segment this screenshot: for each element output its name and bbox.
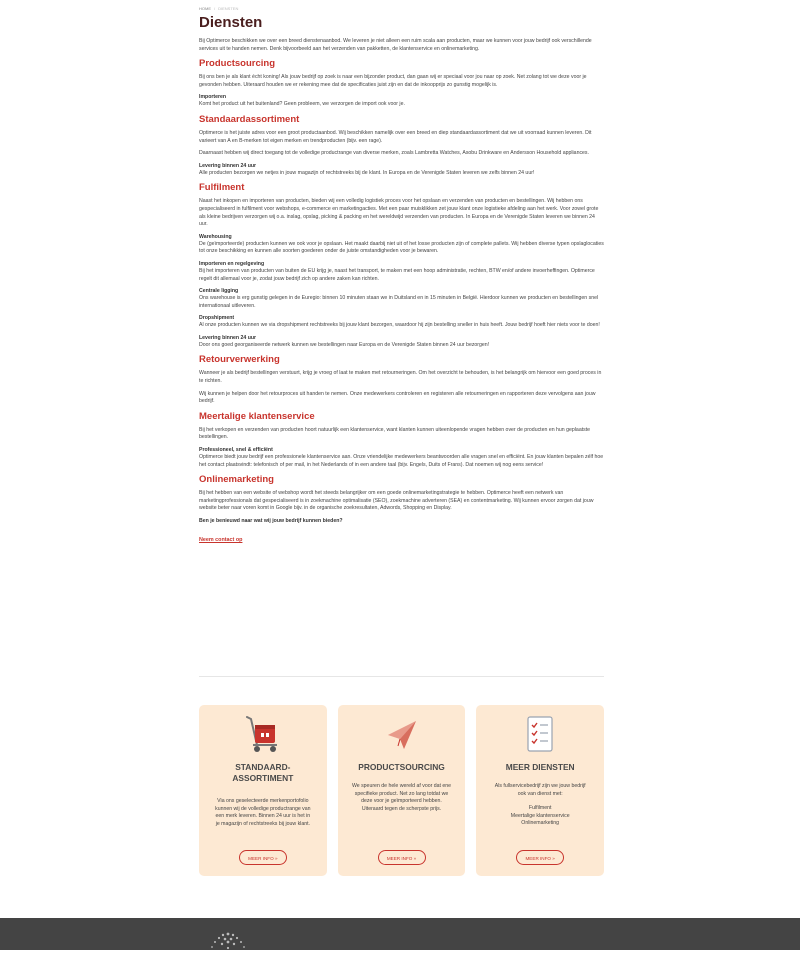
meer-info-button[interactable]: MEER INFO » xyxy=(378,850,426,865)
paragraph: De (geïmporteerde) producten kunnen we ook voor je opslaan. Het maakt daarbij niet uit of het losse producten zijn of complete pallets. Wij hebben diverse typen opslaglocaties tot onze beschikking en kunnen alle soorten goederen onder de juiste omstandigheden voor je bewaren. xyxy=(199,240,604,255)
section-title-fulfilment: Fulfilment xyxy=(199,182,245,194)
paragraph: Bij ons ben je als klant écht koning! Als jouw bedrijf op zoek is naar een bijzonder product, dan gaan wij er speciaal voor jou naar op zoek. Net zolang tot we deze voor je gevonden hebben. Uiteraard houden we er rekening mee dat de specificaties juist zijn en dat de inkoopprijs zo gunstig mogelijk is. xyxy=(199,74,587,88)
section-title-retourverwerking: Retourverwerking xyxy=(199,354,280,366)
breadcrumb xyxy=(199,6,604,11)
footer-logo-icon xyxy=(203,930,253,955)
subheading: Warehousing xyxy=(199,233,232,240)
page-title: Diensten xyxy=(199,14,263,31)
paragraph: Al onze producten kunnen we via dropshipment rechtstreeks bij jouw klant bezorgen, waardoor hij zijn bestelling sneller in huis heeft. Jouw bedrijf hoeft hier niets voor te doen! xyxy=(199,322,600,329)
main-content xyxy=(199,6,604,546)
card-standaardassortiment xyxy=(199,705,327,876)
section-title-standaardassortiment: Standaardassortiment xyxy=(199,113,300,125)
list-item: Onlinemarketing xyxy=(521,820,560,827)
card-title xyxy=(209,762,317,783)
subheading: Levering binnen 24 uur xyxy=(199,162,257,169)
footer xyxy=(0,918,800,950)
breadcrumb-separator: / xyxy=(214,6,216,11)
contact-link[interactable]: Neem contact op xyxy=(199,537,243,543)
paragraph: Ons warehouse is erg gunstig gelegen in de Euregio: binnen 10 minuten staan we in Duitsland en in 15 minuten in België. Hierdoor kunnen we producten en bestellingen snel internationaal uitleveren. xyxy=(199,295,599,309)
section-title-productsourcing: Productsourcing xyxy=(199,58,276,70)
paragraph: Alle producten bezorgen we netjes in jouw magazijn of rechtstreeks bij de klant. In Europa en de Verenigde Staten leveren we zelfs binnen 24 uur! xyxy=(199,169,535,176)
card-description-text: Als fullservicebedrijf zijn we jouw bedrijf ook van dienst met: xyxy=(494,783,586,797)
subheading: Professioneel, snel & efficiënt xyxy=(199,447,273,454)
meer-info-button[interactable]: MEER INFO » xyxy=(239,850,287,865)
paragraph: Bij het importeren van producten van buiten de EU krijg je, naast het transport, te maken met een hoop administratie, rechten, BTW en/of andere invoerheffingen. Optimerce regelt dit allemaal voor je, zodat jouw bedrijf zich op andere zaken kan richten. xyxy=(199,267,595,282)
breadcrumb-home[interactable]: HOME xyxy=(199,6,211,11)
cta-question: Ben je benieuwd naar wat wij jouw bedrijf kunnen bieden? xyxy=(199,518,343,524)
subheading: Importeren xyxy=(199,94,227,101)
card-description: Via ons geselecteerde merkenportofolio kunnen wij de volledige productrange van een merk leveren. Binnen 24 uur is het in je magazijn of rechtstreeks bij jouw klant. xyxy=(215,798,311,827)
section-title-klantenservice: Meertalige klantenservice xyxy=(199,410,315,422)
card-title-text: STANDAARD- ASSORTIMENT xyxy=(232,762,294,783)
paragraph: Optimerce is het juiste adres voor een groot productaanbod. Wij beschikken namelijk over een breed en diep standaardassortiment dat we uit voorraad kunnen leveren. Dit varieert van A en B-merken tot eigen merken en trendproducten (bijv. een rage). xyxy=(199,129,592,144)
section-title-onlinemarketing: Onlinemarketing xyxy=(199,474,274,486)
paragraph: Komt het product uit het buitenland? Geen probleem, we verzorgen de import ook voor je. xyxy=(199,101,405,108)
subheading: Importeren en regelgeving xyxy=(199,260,265,267)
paragraph: Door ons goed georganiseerde netwerk kunnen we bestellingen naar Europa en de Verenigde Staten binnen 24 uur bezorgen! xyxy=(199,341,490,348)
paper-plane-icon xyxy=(338,713,466,755)
paragraph: Optimerce biedt jouw bedrijf een professionele klantenservice aan. Onze vriendelijke medewerkers beantwoorden alle vragen snel en efficiënt. En jouw klanten bepalen zélf hoe het contact plaatsvindt: telefonisch of per mail, in het Nederlands of in een andere taal (bijv. Engels, Duits of Frans). Dat noemen wij nog eens service! xyxy=(199,454,604,468)
service-cards xyxy=(199,705,604,876)
breadcrumb-current: DIENSTEN xyxy=(218,6,239,11)
paragraph: Bij het hebben van een website of webshop wordt het steeds belangrijker om een goede onlinemarketingstrategie te hebben. Optimerce heeft een netwerk van marketingprofessionals dat gespecialiseerd is in zoekmachine optimalisatie (SEO), zoekmachine adverteren (SEA) en contentmarketing. Wij kunnen ervoor zorgen dat jouw website beter naar voren komt in Google bijv. in de organische zoekresultaten, Adwords, Shopping en Display. xyxy=(199,490,594,512)
list-item: Fulfilment xyxy=(528,805,552,812)
card-title: MEER DIENSTEN xyxy=(505,762,575,772)
card-description xyxy=(490,783,590,828)
paragraph: Bij het verkopen en verzenden van producten hoort natuurlijk een klantenservice, want klanten kunnen uiteenlopende vragen hebben over de producten en hun geplaatste bestellingen. xyxy=(199,426,591,441)
paragraph: Wanneer je als bedrijf bestellingen verstuurt, krijg je vroeg of laat te maken met retourneringen. Om het overzicht te behouden, is het belangrijk om hiervoor een goed proces in te richten. xyxy=(199,370,602,385)
subheading: Dropshipment xyxy=(199,315,235,322)
subheading: Levering binnen 24 uur xyxy=(199,334,257,341)
card-title: PRODUCTSOURCING xyxy=(358,762,445,772)
divider xyxy=(199,676,604,677)
paragraph: Daarnaast hebben wij direct toegang tot de volledige productrange van diverse merken, zoals Lambretta Watches, Asobu Drinkware en Andersson Household appliances. xyxy=(199,150,589,157)
hand-truck-icon xyxy=(199,713,327,755)
paragraph: Naast het inkopen en importeren van producten, bieden wij een volledig logistiek proces voor het opslaan en verzenden van producten en bestellingen. Wij hebben ons gespecialiseerd in fulfilment voor webshops, e-commerce en marketingacties. Met een paar muisklikken zet jouw klant onze logistieke afdeling aan het werk. Voor zowel grote als kleine bedrijven verzorgen wij o.a. inslag, opslag, picking & packing en het wereldwijd verzenden van producten. In Europa en de Verenigde Staten leveren we binnen 24 uur. xyxy=(199,198,599,228)
list-item: Meertalige klantenservice xyxy=(510,812,570,819)
meer-info-button[interactable]: MEER INFO » xyxy=(516,850,564,865)
checklist-icon xyxy=(476,713,604,755)
card-productsourcing xyxy=(338,705,466,876)
card-description: We speuren de hele wereld af voor dat ene specifieke product. Net zo lang totdat we deze voor je geïmporteerd hebben. Uiteraard tegen de scherpste prijs. xyxy=(351,783,452,812)
card-meer-diensten xyxy=(476,705,604,876)
subheading: Centrale ligging xyxy=(199,288,239,295)
paragraph: Wij kunnen je helpen door het retourproces uit handen te nemen. Onze medewerkers controleren en registeren alle retourneringen en rapporteren deze vervolgens aan jouw bedrijf. xyxy=(199,390,596,405)
intro-text: Bij Optimerce beschikken we over een breed dienstenaanbod. We leveren je niet alleen een ruim scala aan producten, maar we kunnen voor jouw bedrijf ook verschillende services uit te handen nemen. Denk bijvoorbeeld aan het verzenden van pakketten, de klantenservice en onlinemarketing. xyxy=(199,38,592,52)
